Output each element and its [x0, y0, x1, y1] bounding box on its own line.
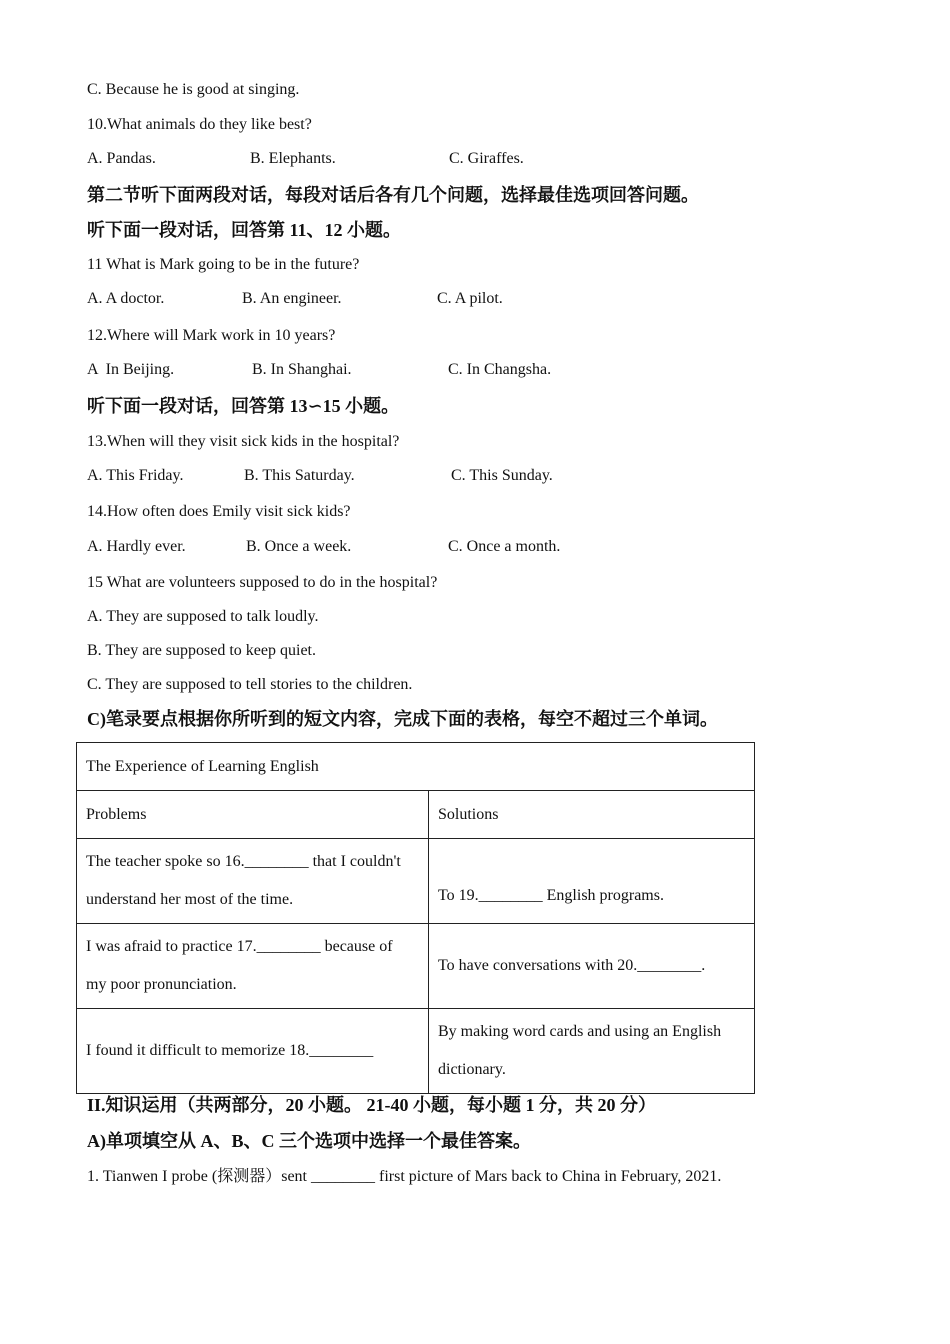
q14-option-a: A. Hardly ever. — [87, 538, 186, 555]
section-2-heading: 第二节听下面两段对话，每段对话后各有几个问题，选择最佳选项回答问题。 — [87, 185, 699, 205]
subheading-13-15: 听下面一段对话，回答第 13∽15 小题。 — [87, 396, 400, 416]
problem-18-text: I found it difficult to memorize 18.________ — [86, 1042, 374, 1059]
q13-option-a: A. This Friday. — [87, 467, 184, 484]
q15-option-a: A. They are supposed to talk loudly. — [87, 608, 319, 625]
question-14: 14.How often does Emily visit sick kids? — [87, 503, 351, 520]
header-problems: Problems — [77, 791, 429, 839]
solution-word-cards-line-1: By making word cards and using an English — [438, 1023, 722, 1040]
q13-option-b: B. This Saturday. — [244, 467, 355, 484]
question-1: 1. Tianwen I probe (探测器）sent ________ first picture of Mars back to China in February, 2021. — [87, 1168, 722, 1185]
problem-cell-16 — [77, 839, 429, 924]
q12-option-b: B. In Shanghai. — [252, 361, 352, 378]
question-10: 10.What animals do they like best? — [87, 116, 312, 133]
q11-option-a: A. A doctor. — [87, 290, 165, 307]
problem-cell-18 — [77, 1009, 429, 1094]
q10-option-a: A. Pandas. — [87, 150, 156, 167]
section-a-heading: A)单项填空从 A、B、C 三个选项中选择一个最佳答案。 — [87, 1131, 531, 1151]
solution-20-text: To have conversations with 20.________. — [438, 957, 706, 974]
solution-cell-19 — [429, 839, 755, 924]
problem-16-line-2: understand her most of the time. — [86, 891, 294, 908]
problem-17-line-2: my poor pronunciation. — [86, 976, 237, 993]
section-c-heading: C)笔录要点根据你所听到的短文内容，完成下面的表格，每空不超过三个单词。 — [87, 709, 718, 729]
section-ii-heading: II.知识运用（共两部分，20 小题。 21-40 小题，每小题 1 分，共 20 分） — [87, 1095, 657, 1115]
problem-17-line-1: I was afraid to practice 17.________ because of — [86, 938, 393, 955]
q15-option-c: C. They are supposed to tell stories to the children. — [87, 676, 413, 693]
q11-option-b: B. An engineer. — [242, 290, 342, 307]
question-12: 12.Where will Mark work in 10 years? — [87, 327, 336, 344]
question-13: 13.When will they visit sick kids in the hospital? — [87, 433, 400, 450]
q11-option-c: C. A pilot. — [437, 290, 503, 307]
header-solutions: Solutions — [429, 791, 755, 839]
q14-option-c: C. Once a month. — [448, 538, 561, 555]
experience-table — [76, 742, 755, 1094]
q10-option-c: C. Giraffes. — [449, 150, 524, 167]
q12-option-c: C. In Changsha. — [448, 361, 552, 378]
solution-19-text: To 19.________ English programs. — [438, 887, 664, 904]
subheading-11-12: 听下面一段对话，回答第 11、12 小题。 — [87, 220, 402, 240]
q14-option-b: B. Once a week. — [246, 538, 352, 555]
line-q9-option-c: C. Because he is good at singing. — [87, 81, 300, 98]
question-15: 15 What are volunteers supposed to do in the hospital? — [87, 574, 438, 591]
solution-word-cards-line-2: dictionary. — [438, 1061, 506, 1078]
q15-option-b: B. They are supposed to keep quiet. — [87, 642, 316, 659]
solution-cell-20 — [429, 924, 755, 1009]
question-11: 11 What is Mark going to be in the future? — [87, 256, 360, 273]
solution-cell-word-cards — [429, 1009, 755, 1094]
table-title: The Experience of Learning English — [77, 743, 755, 791]
q13-option-c: C. This Sunday. — [451, 467, 553, 484]
q12-option-a: A In Beijing. — [87, 361, 175, 378]
problem-16-line-1: The teacher spoke so 16.________ that I couldn't — [86, 853, 401, 870]
problem-cell-17 — [77, 924, 429, 1009]
q10-option-b: B. Elephants. — [250, 150, 336, 167]
